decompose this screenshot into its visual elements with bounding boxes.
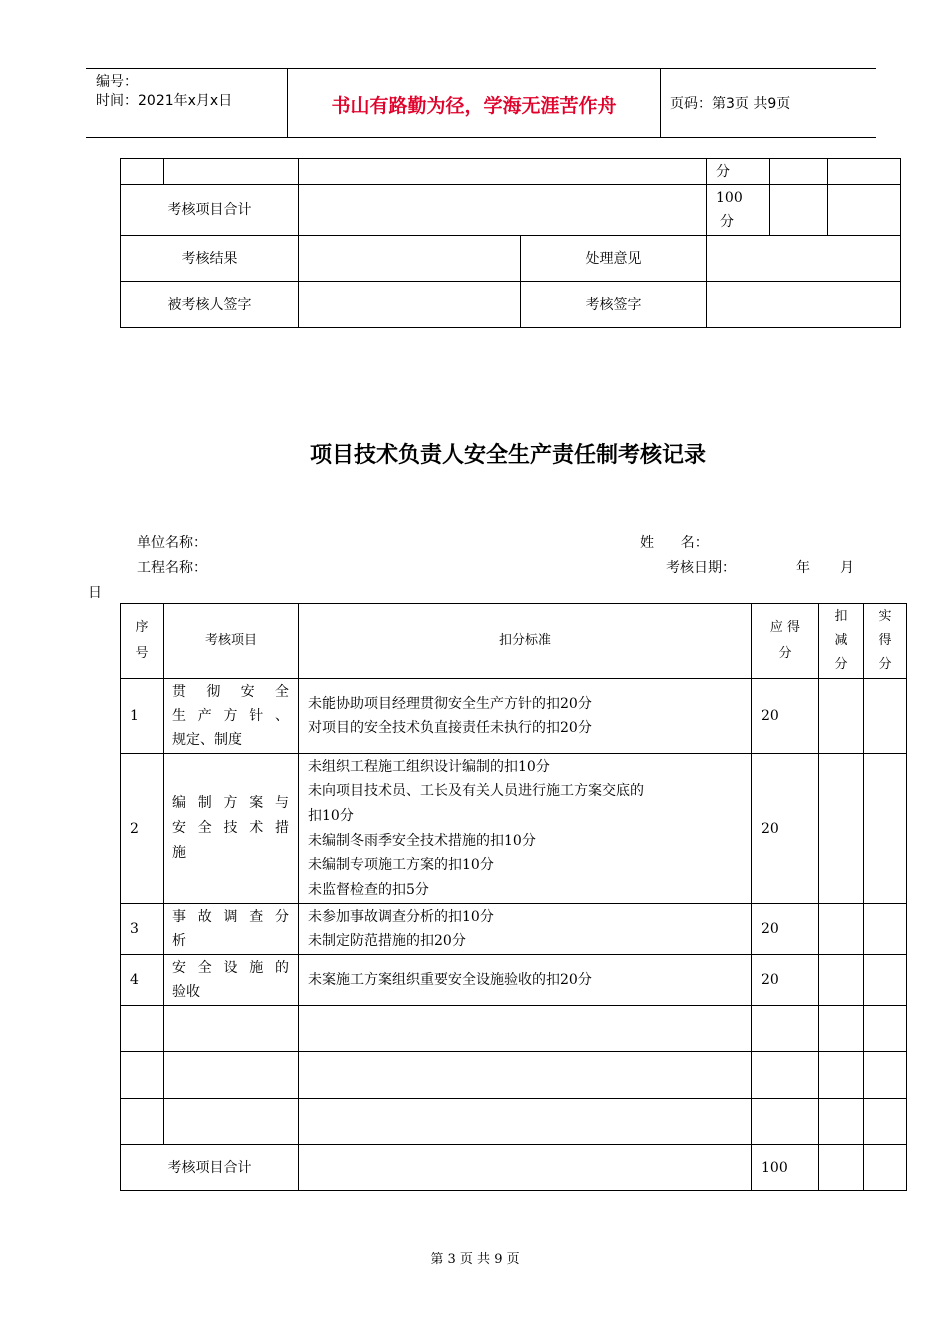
previous-table [120,158,901,328]
table-header-row [121,604,907,679]
row-criteria [299,904,752,955]
header-seq-line: 号 [135,646,149,661]
table-row [121,679,907,754]
criteria-line: 对项目的安全技术负直接责任未执行的扣20分 [308,720,592,736]
row-item-line: 安全设施的 [172,960,290,976]
total-label: 考核项目合计 [121,1145,299,1191]
row-seq: 4 [121,955,164,1006]
project-label: 工程名称： [137,560,207,576]
criteria-line: 未监督检查的扣5分 [308,881,429,898]
row-item-line: 贯彻安全 [172,684,290,700]
examinee-sign-label: 被考核人签字 [121,282,299,328]
row-item-line: 生产方针、 [172,708,290,724]
criteria-line: 未案施工方案组织重要安全设施验收的扣20分 [308,972,592,988]
row-criteria [299,754,752,904]
total-score: 100 [752,1145,819,1191]
result-value [299,236,521,282]
criteria-line: 未编制冬雨季安全技术措施的扣10分 [308,832,536,849]
total-score-unit: 分 [720,214,734,230]
header-deduct-line: 减 [834,633,848,648]
row-deduct [819,754,864,904]
opinion-value [707,236,901,282]
header-time: 时间：2021年x月x日 [96,93,233,109]
date-year: 年 [796,560,810,576]
header-deduct-line: 扣 [834,609,848,624]
table-cell [819,1006,864,1052]
table-row [121,754,907,904]
table-cell [121,1099,164,1145]
header-meta [96,73,232,111]
row-item-line: 规定、制度 [172,732,242,748]
table-cell [770,185,828,236]
table-cell [752,1006,819,1052]
row-item-line: 验收 [172,984,200,1000]
assessment-table [120,603,907,1191]
table-cell [164,1006,299,1052]
criteria-line: 未制定防范措施的扣20分 [308,933,466,949]
header-seq [121,604,164,679]
name-label: 姓 名： [640,535,709,551]
page-title: 项目技术负责人安全生产责任制考核记录 [309,443,706,468]
header-criteria: 扣分标准 [299,604,752,679]
total-score [707,185,770,236]
table-row [121,904,907,955]
header-actual-line: 实 [878,609,892,624]
table-cell [299,1006,752,1052]
row-actual [864,754,907,904]
criteria-line: 未参加事故调查分析的扣10分 [308,909,494,925]
table-cell [864,1145,907,1191]
table-row [121,955,907,1006]
row-criteria [299,955,752,1006]
criteria-line: 未向项目技术员、工长及有关人员进行施工方案交底的 [308,783,644,800]
table-cell [828,185,901,236]
table-cell [864,1099,907,1145]
table-cell [299,1145,752,1191]
row-item-line: 事故调查分 [172,909,290,925]
row-seq: 2 [121,754,164,904]
row-item-line: 施 [172,845,186,861]
header-actual [864,604,907,679]
page-footer: 第 3 页 共 9 页 [430,1252,520,1267]
table-cell [819,1052,864,1099]
table-row-empty [121,1052,907,1099]
header-page-number: 页码：第3页 共9页 [670,96,791,112]
table-cell [121,1052,164,1099]
date-day: 日 [88,585,102,601]
criteria-line: 未组织工程施工组织设计编制的扣10分 [308,758,550,775]
examiner-sign-value [707,282,901,328]
unit-label: 单位名称： [137,535,207,551]
row-score: 20 [752,955,819,1006]
row-actual [864,955,907,1006]
table-cell [864,1052,907,1099]
header-divider [660,69,661,137]
row-actual [864,904,907,955]
table-cell [164,1052,299,1099]
page-header [86,68,876,138]
result-label: 考核结果 [121,236,299,282]
header-due [752,604,819,679]
row-deduct [819,955,864,1006]
header-due-line: 应 得 [769,620,801,635]
table-cell [819,1145,864,1191]
criteria-line: 扣10分 [308,807,354,824]
table-cell [299,1099,752,1145]
header-number: 编号： [96,74,138,90]
row-deduct [819,679,864,754]
header-actual-line: 得 [878,633,892,648]
header-deduct-line: 分 [834,657,848,672]
table-cell [121,159,164,185]
row-seq: 1 [121,679,164,754]
table-cell [770,159,828,185]
examiner-sign-label: 考核签字 [521,282,707,328]
table-cell [299,185,707,236]
header-seq-line: 序 [135,620,149,635]
table-cell [164,159,299,185]
table-cell [819,1099,864,1145]
row-item [164,955,299,1006]
row-criteria [299,679,752,754]
criteria-line: 未编制专项施工方案的扣10分 [308,857,494,874]
total-label: 考核项目合计 [121,185,299,236]
table-cell [121,1006,164,1052]
row-item-line: 安全技术措 [172,820,290,836]
header-due-line: 分 [778,646,792,661]
table-row-empty [121,1099,907,1145]
row-score: 20 [752,904,819,955]
header-deduct [819,604,864,679]
row-item [164,754,299,904]
row-score: 20 [752,754,819,904]
table-row-empty [121,1006,907,1052]
row-actual [864,679,907,754]
table-cell [752,1052,819,1099]
table-cell [299,159,707,185]
table-cell [299,1052,752,1099]
row-item [164,904,299,955]
row-item-line: 析 [172,933,186,949]
date-label: 考核日期： [666,560,736,576]
total-score-value: 100 [716,190,743,206]
table-cell [828,159,901,185]
criteria-line: 未能协助项目经理贯彻安全生产方针的扣20分 [308,696,592,712]
examinee-sign-value [299,282,521,328]
row-deduct [819,904,864,955]
table-cell [164,1099,299,1145]
header-motto: 书山有路勤为径，学海无涯苦作舟 [331,95,617,117]
table-cell [864,1006,907,1052]
score-unit: 分 [707,159,770,185]
date-month: 月 [840,560,854,576]
table-cell [752,1099,819,1145]
header-actual-line: 分 [878,657,892,672]
opinion-label: 处理意见 [521,236,707,282]
total-row [121,1145,907,1191]
row-score: 20 [752,679,819,754]
row-item [164,679,299,754]
row-seq: 3 [121,904,164,955]
header-item: 考核项目 [164,604,299,679]
row-item-line: 编制方案与 [172,795,290,811]
